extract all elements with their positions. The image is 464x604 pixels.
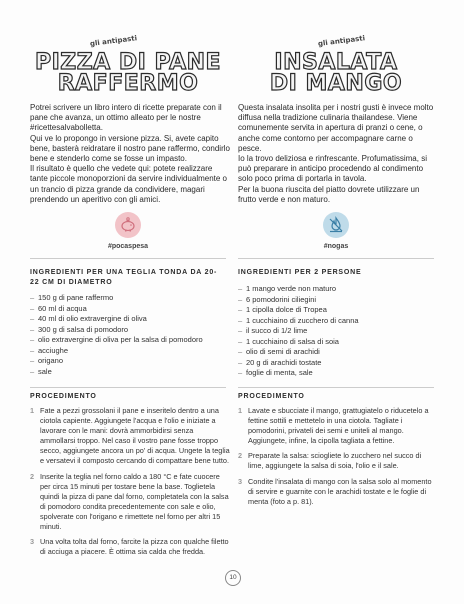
hashtag: #pocaspesa	[107, 243, 149, 250]
step-text: Inserite la teglia nel forno caldo a 180 °C e fate cuocere per circa 15 minuti per tostare bene la base. Toglietela quindi la pizza di pane dal forno, completatela con la salsa di pomodoro condita precedentemente con sale e olio, spolverate con l'origano e rimettete nel forno per altri 15 minuti.	[40, 471, 229, 532]
step-item	[30, 472, 230, 533]
step-item	[238, 451, 438, 471]
badge	[323, 212, 349, 238]
divider	[30, 258, 226, 259]
ingredient-item: – olio di semi di arachidi	[238, 347, 434, 358]
step-item	[30, 406, 230, 467]
step-text: Fate a pezzi grossolani il pane e inseritelo dentro a una ciotola capiente. Aggiungete l'acqua e l'olio e iniziate a lavorare con le mani: dovrà ammorbidirsi senza ammollarsi troppo. Nel caso il vostro pane fosse troppo secco, aggiungete ancora un po' di acqua. Ungete la teglia e versatevi il composto cercando di compattare bene tutto.	[40, 406, 230, 466]
procedure-heading: PROCEDIMENTO	[238, 393, 305, 400]
ingredient-item: – 40 ml di olio extravergine di oliva	[30, 314, 226, 325]
recipe-title	[238, 52, 434, 94]
step-number: 3	[30, 537, 35, 547]
steps-list	[238, 406, 438, 512]
badge	[115, 212, 141, 238]
title-line-2: RAFFERMO	[57, 71, 199, 96]
step-text: Preparate la salsa: sciogliete lo zucchero nel succo di lime, aggiungete la salsa di soia, l'olio e il sale.	[248, 451, 422, 471]
procedure-heading: PROCEDIMENTO	[30, 393, 97, 400]
intro-paragraph: Potrei scrivere un libro intero di ricette preparate con il pane che avanza, un ottimo alleato per le nostre #ricettesalvabolletta. Qui ve lo propongo in versione pizza. Si, avete capito bene, basterà reidratare il nostro pane raffermo, condirlo bene e stenderlo come se fosse un impasto. Il risultato è quello che vedete qui: potete realizzare tante piccole monoporzioni da servire individualmente o un trancio di pizza grande da condividere, magari prendendo un aperitivo con gli amici.	[30, 103, 230, 204]
step-text: Condite l'insalata di mango con la salsa solo al momento di servire e guarnite con le arachidi tostate e le foglie di menta (foto a p. 81).	[248, 476, 432, 506]
step-number: 2	[238, 451, 243, 461]
ingredient-item: – 20 g di arachidi tostate	[238, 358, 434, 369]
ingredient-item: – 60 ml di acqua	[30, 304, 226, 315]
page-number: 10	[225, 570, 241, 586]
ingredients-heading: INGREDIENTI PER 2 PERSONE	[238, 269, 362, 276]
step-text: Lavate e sbucciate il mango, grattugiatelo o riducetelo a fettine sottili e mettetelo in una ciotola. Tagliate i pomodorini, privateli dei semi e uniteli al mango. Aggiungete, infine, la cipolla tagliata a fettine.	[248, 406, 429, 446]
intro-paragraph: Questa insalata insolita per i nostri gusti è invece molto diffusa nella tradizione culinaria thailandese. Viene comunemente servita in apertura di pranzi o cene, o anche come contorno per accompagnare carne o pesce. Io la trovo deliziosa e rinfrescante. Profumatissima, si può preparare in anticipo procedendo al condimento solo poco prima di portarla in tavola. Per la buona riuscita del piatto dovrete utilizzare un frutto verde e non maturo.	[238, 103, 434, 204]
piggy-bank-icon	[119, 216, 137, 234]
title-line-1: PIZZA DI PANE	[34, 50, 222, 75]
intro-text	[238, 103, 438, 205]
divider	[30, 387, 226, 388]
ingredient-item: – foglie di menta, sale	[238, 368, 434, 379]
step-number: 1	[30, 406, 35, 415]
divider	[238, 387, 434, 388]
step-number: 1	[238, 406, 243, 415]
steps-list	[30, 406, 230, 562]
intro-text	[30, 103, 230, 205]
ingredient-item: – 300 g di salsa di pomodoro	[30, 325, 226, 336]
section-tag: gli antipasti	[89, 34, 138, 48]
section-tag: gli antipasti	[317, 34, 366, 48]
ingredient-item: – 1 cucchiaino di zucchero di canna	[238, 316, 434, 327]
step-item	[238, 406, 438, 446]
divider	[238, 258, 434, 259]
ingredients-list	[30, 293, 226, 377]
ingredient-item: – origano	[30, 356, 226, 367]
hashtag: #nogas	[323, 243, 349, 250]
title-line-2: DI MANGO	[269, 71, 403, 96]
ingredients-list	[238, 284, 434, 379]
ingredient-item: – acciughe	[30, 346, 226, 357]
ingredient-item: – 1 cipolla dolce di Tropea	[238, 305, 434, 316]
step-number: 2	[30, 471, 35, 481]
ingredient-item: – il succo di 1/2 lime	[238, 326, 434, 337]
step-number: 3	[238, 476, 243, 486]
ingredient-item: – 1 cucchiaino di salsa di soia	[238, 337, 434, 348]
ingredient-item: – 1 mango verde non maturo	[238, 284, 434, 295]
no-gas-flame-icon	[327, 216, 345, 234]
ingredient-item: – olio extravergine di oliva per la salsa di pomodoro	[30, 335, 226, 346]
recipe-title	[30, 52, 226, 94]
step-item	[238, 477, 438, 507]
title-line-1: INSALATA	[274, 50, 398, 75]
ingredient-item: – sale	[30, 367, 226, 378]
step-text: Una volta tolta dal forno, farcite la pizza con qualche filetto di acciuga a piacere. È ottima sia calda che fredda.	[40, 537, 229, 557]
ingredient-item: – 150 g di pane raffermo	[30, 293, 226, 304]
ingredient-item: – 6 pomodorini ciliegini	[238, 295, 434, 306]
ingredients-heading: INGREDIENTI PER UNA TEGLIA TONDA DA 20-22 CM DI DIAMETRO	[30, 269, 218, 286]
step-item	[30, 537, 230, 557]
